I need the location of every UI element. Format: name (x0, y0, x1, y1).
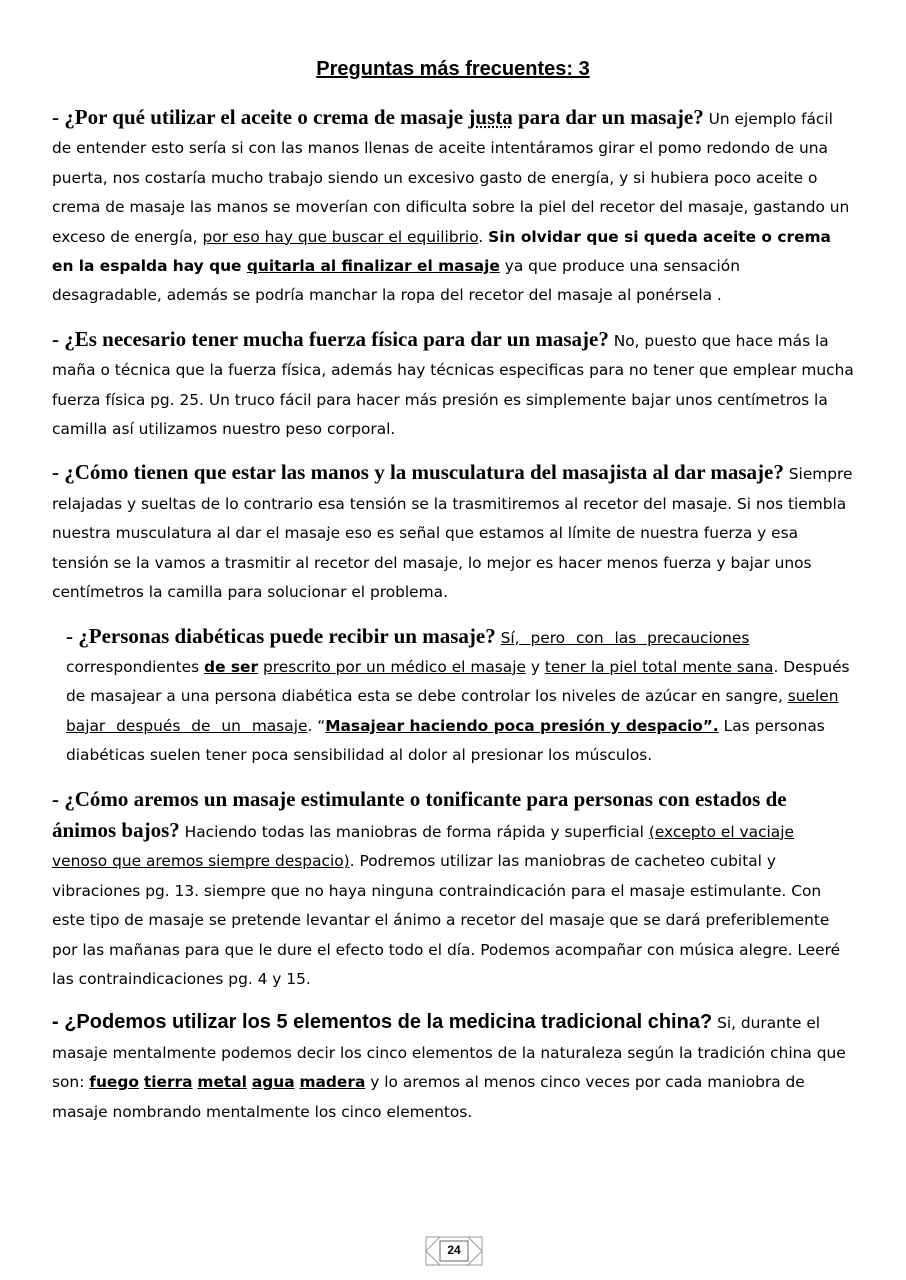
page-number (425, 1236, 483, 1266)
faq-hands: - ¿Cómo tienen que estar las manos y la musculatura del masajista al dar masaje? Siempre relajadas y sueltas de lo contrario esa tensión se la trasmitiremos al recetor del masaje. Si nos tiembla nuestra musculatura al dar el masaje eso es señal que estamos al límite de nuestra fuerza y esa tensión se la vamos a trasmitir al recetor del masaje, lo mejor es hacer menos fuerza y bajar unos centímetros la camilla para solucionar el problema. (52, 460, 853, 602)
faq-strength: - ¿Es necesario tener mucha fuerza física para dar un masaje? No, puesto que hace más la maña o técnica que la fuerza física, además hay técnicas especificas para no tener que emplear mucha fuerza física pg. 25. Un truco fácil para hacer más presión es simplemente bajar unos centímetros la camilla así utilizamos nuestro peso corporal. (52, 326, 854, 439)
faq-diabetics: - ¿Personas diabéticas puede recibir un masaje? Sí, pero con las precauciones correspondientes de ser prescrito por un médico el masaje y tener la piel total mente sana. Después de masajear a una persona diabética esta se debe controlar los niveles de azúcar en sangre, suelen bajar después de un masaje. “Masajear haciendo poca presión y despacio”. Las personas diabéticas suelen tener poca sensibilidad al dolor al presionar los músculos. (66, 623, 850, 765)
page-number-text: 24 (447, 1243, 461, 1257)
document-page (52, 58, 854, 1141)
element-water: agua (251, 1073, 295, 1092)
element-metal: metal (197, 1073, 247, 1092)
element-wood: madera (299, 1073, 366, 1092)
faq-five-elements: - ¿Podemos utilizar los 5 elementos de la medicina tradicional china? Si, durante el masaje mentalmente podemos decir los cinco elementos de la naturaleza según la tradición china que son: fuego tierra metal agua madera y lo aremos al menos cinco veces por cada maniobra de masaje nombrando mentalmente los cinco elementos. (52, 1011, 846, 1121)
faq-oil: - ¿Por qué utilizar el aceite o crema de masaje justa para dar un masaje? Un ejemplo fácil de entender esto sería si con las manos llenas de aceite intentáramos girar el pomo redondo de una puerta, nos costaría mucho trabajo siendo un excesivo gasto de energía, y si hubiera poco aceite o crema de masaje las manos se moverían con dificulta sobre la piel del recetor del masaje, gastando un exceso de energía, por eso hay que buscar el equilibrio. Sin olvidar que si queda aceite o crema en la espalda hay que quitarla al finalizar el masaje ya que produce una sensación desagradable, además se podría manchar la ropa del recetor del masaje al ponérsela . (52, 105, 850, 305)
element-fire: fuego (89, 1073, 139, 1092)
element-earth: tierra (143, 1073, 193, 1092)
question-diabetics: - ¿Personas diabéticas puede recibir un masaje? (66, 623, 496, 648)
page-title: Preguntas más frecuentes: 3 (316, 58, 590, 80)
question-strength: - ¿Es necesario tener mucha fuerza física para dar un masaje? (52, 326, 609, 351)
question-hands: - ¿Cómo tienen que estar las manos y la musculatura del masajista al dar masaje? (52, 460, 784, 485)
faq-stimulating: - ¿Cómo aremos un masaje estimulante o tonificante para personas con estados de ánimos bajos? Haciendo todas las maniobras de forma rápida y superficial (excepto el vaciaje venoso que aremos siempre despacio). Podremos utilizar las maniobras de cacheteo cubital y vibraciones pg. 13. siempre que no haya ninguna contraindicación para el masaje estimulante. Con este tipo de masaje se pretende levantar el ánimo a recetor del masaje que se dará preferiblemente por las mañanas para que le dure el efecto todo el día. Podemos acompañar con música alegre. Leeré las contraindicaciones pg. 4 y 15. (52, 786, 841, 988)
question-five-elements: - ¿Podemos utilizar los 5 elementos de la medicina tradicional china? (52, 1011, 713, 1034)
question-stimulating: - ¿Cómo aremos un masaje estimulante o tonificante para personas con estados de ánimos bajos? (52, 786, 787, 842)
question-oil: - ¿Por qué utilizar el aceite o crema de masaje justa para dar un masaje? (52, 105, 704, 129)
